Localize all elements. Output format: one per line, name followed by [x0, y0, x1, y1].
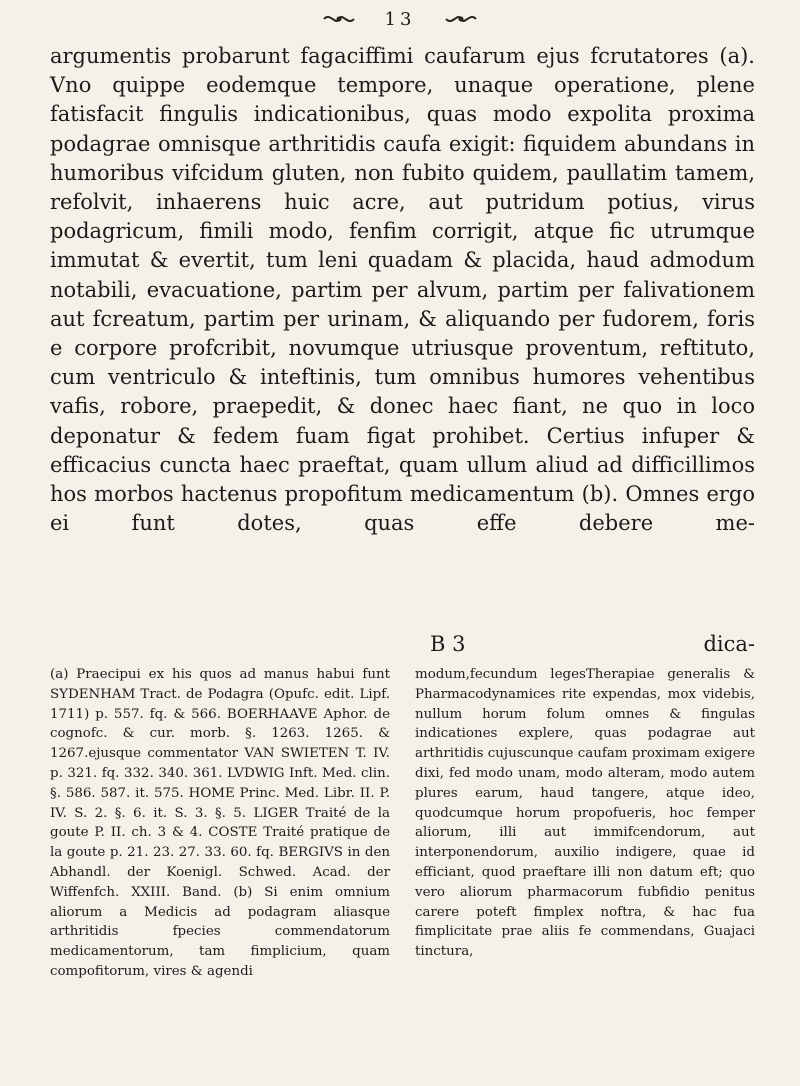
footnote-column-right — [415, 665, 755, 982]
fleuron-ornament-left-icon — [322, 12, 356, 26]
footnotes — [50, 665, 755, 982]
catchword: dica- — [703, 632, 755, 656]
running-header — [0, 6, 800, 36]
main-text — [50, 42, 755, 538]
footnote-column-left — [50, 665, 390, 982]
footnote-text-left: (a) Praecipui ex his quos ad manus habui funt SYDENHAM Tract. de Podagra (Opufc. edit. Lipf. 1711) p. 557. fq. & 566. BOERHAAVE Aphor. de cognofc. & cur. morb. §. 1263. 1265. & 1267.ejusque commentator VAN SWIETEN T. IV. p. 321. fq. 332. 340. 361. LVDWIG Inft. Med. clin. §. 586. 587. it. 575. HOME Princ. Med. Libr. II. P. IV. S. 2. §. 6. it. S. 3. §. 5. LIGER Traité de la goute P. II. ch. 3 & 4. COSTE Traité pratique de la goute p. 21. 23. 27. 33. 60. fq. BERGIVS in den Abhandl. der Koenigl. Schwed. Acad. der Wiffenfch. XXIII. Band. (b) Si enim omnium aliorum a Medicis ad podagram aliasque arthritidis fpecies commendatorum medicamentorum, tam fimplicium, quam compofitorum, vires & agendi — [50, 667, 390, 979]
signature-line — [50, 632, 755, 662]
footnote-text-right: modum,fecundum legesTherapiae generalis & Pharmacodynamices rite expendas, mox videbis, nullum horum folum omnes & fingulas indicationes explere, quas podagrae aut arthritidis cujuscunque caufam proximam exigere dixi, fed modo unam, modo alteram, modo autem plures earum, haud tangere, atque ideo, quodcumque horum propofueris, hoc femper aliorum, illi aut immifcendorum, aut interponendorum, auxilio indigere, quae id efficiant, quod praeftare illi non datum eft; quo vero aliorum pharmacorum fubfidio penitus carere poteft fimplex noftra, & hac fua fimplicitate prae aliis fe commendans, Guajaci tinctura, — [415, 667, 755, 960]
signature-mark: B 3 — [430, 632, 466, 656]
page-number: 13 — [384, 8, 416, 30]
fleuron-ornament-right-icon — [444, 12, 478, 26]
body-paragraph: argumentis probarunt fagaciffimi caufarum ejus fcrutatores (a). Vno quippe eodemque tempore, unaque operatione, plene fatisfacit fingulis indicationibus, quas modo expolita proxima podagrae omnisque arthritidis caufa exigit: fiquidem abundans in humoribus vifcidum gluten, non fubito quidem, paullatim tamem, refolvit, inhaerens huic acre, aut putridum potius, virus podagricum, fimili modo, fenfim corrigit, atque fic utrumque immutat & evertit, tum leni quadam & placida, haud admodum notabili, evacuatione, partim per alvum, partim per falivationem aut fcreatum, partim per urinam, & aliquando per fudorem, foris e corpore profcribit, novumque utriusque proventum, reftituto, cum ventriculo & inteftinis, tum omnibus humores vehentibus vafis, robore, praepedit, & donec haec fiant, ne quo in loco deponatur & fedem fuam figat prohibet. Certius infuper & efficacius cuncta haec praeftat, quam ullum aliud ad difficillimos hos morbos hactenus propofitum medicamentum (b). Omnes ergo ei funt dotes, quas effe debere me- — [50, 44, 755, 536]
